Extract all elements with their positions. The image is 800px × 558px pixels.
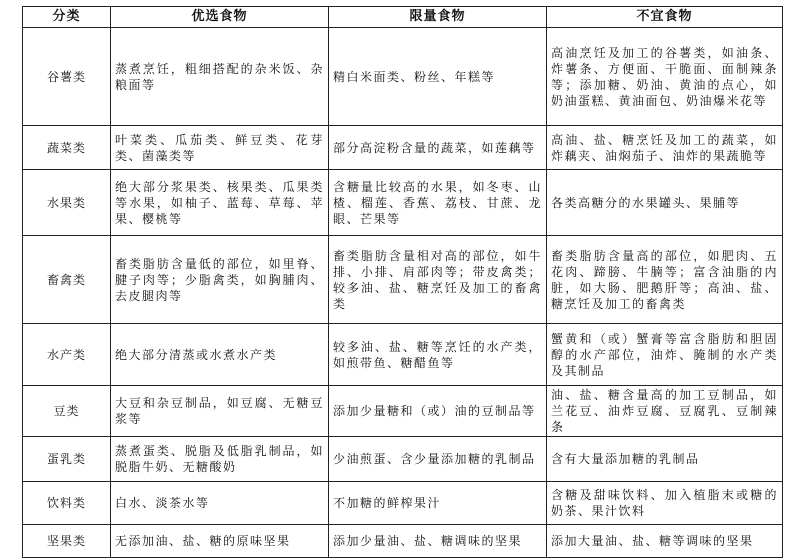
category-cell: 水产类 [23, 324, 111, 386]
table-row [23, 482, 783, 525]
preferred-cell: 绝大部分清蒸或水煮水产类 [111, 324, 329, 386]
category-cell: 坚果类 [23, 525, 111, 558]
avoid-cell: 含糖及甜味饮料、加入植脂末或糖的奶茶、果汁饮料 [547, 482, 783, 525]
table-row [23, 437, 783, 482]
avoid-cell: 畜类脂肪含量高的部位，如肥肉、五花肉、蹄膀、牛腩等；富含油脂的内脏，如大肠、肥鹅肝等；高油、盐、糖烹饪及加工的畜禽类 [547, 236, 783, 324]
food-table-container [22, 6, 782, 558]
limited-cell: 含糖量比较高的水果，如冬枣、山楂、榴莲、香蕉、荔枝、甘蔗、龙眼、芒果等 [329, 170, 547, 236]
avoid-cell: 含有大量添加糖的乳制品 [547, 437, 783, 482]
category-cell: 畜禽类 [23, 236, 111, 324]
header-limited: 限量食物 [329, 7, 547, 28]
preferred-cell: 叶菜类、瓜茄类、鲜豆类、花芽类、菌藻类等 [111, 126, 329, 170]
limited-cell: 少油煎蛋、含少量添加糖的乳制品 [329, 437, 547, 482]
avoid-cell: 蟹黄和（或）蟹膏等富含脂肪和胆固醇的水产部位，油炸、腌制的水产类及其制品 [547, 324, 783, 386]
avoid-cell: 高油烹饪及加工的谷薯类，如油条、炸薯条、方便面、干脆面、面制辣条等；添加糖、奶油、黄油的点心，如奶油蛋糕、黄油面包、奶油爆米花等 [547, 28, 783, 126]
header-preferred: 优选食物 [111, 7, 329, 28]
table-row [23, 170, 783, 236]
category-cell: 水果类 [23, 170, 111, 236]
category-cell: 谷薯类 [23, 28, 111, 126]
limited-cell: 添加少量糖和（或）油的豆制品等 [329, 386, 547, 437]
avoid-cell: 各类高糖分的水果罐头、果脯等 [547, 170, 783, 236]
food-table [22, 6, 783, 558]
category-cell: 蔬菜类 [23, 126, 111, 170]
table-row [23, 324, 783, 386]
limited-cell: 较多油、盐、糖等烹饪的水产类，如煎带鱼、糖醋鱼等 [329, 324, 547, 386]
category-cell: 饮料类 [23, 482, 111, 525]
avoid-cell: 高油、盐、糖烹饪及加工的蔬菜，如炸藕夹、油焖茄子、油炸的果蔬脆等 [547, 126, 783, 170]
preferred-cell: 蒸煮烹饪，粗细搭配的杂米饭、杂粮面等 [111, 28, 329, 126]
table-row [23, 525, 783, 558]
table-row [23, 386, 783, 437]
header-avoid: 不宜食物 [547, 7, 783, 28]
table-row [23, 126, 783, 170]
limited-cell: 添加少量油、盐、糖调味的坚果 [329, 525, 547, 558]
header-row [23, 7, 783, 28]
category-cell: 豆类 [23, 386, 111, 437]
category-cell: 蛋乳类 [23, 437, 111, 482]
table-row [23, 28, 783, 126]
preferred-cell: 蒸煮蛋类、脱脂及低脂乳制品，如脱脂牛奶、无糖酸奶 [111, 437, 329, 482]
preferred-cell: 畜类脂肪含量低的部位，如里脊、腱子肉等；少脂禽类，如胸脯肉、去皮腿肉等 [111, 236, 329, 324]
limited-cell: 不加糖的鲜榨果汁 [329, 482, 547, 525]
limited-cell: 精白米面类、粉丝、年糕等 [329, 28, 547, 126]
limited-cell: 部分高淀粉含量的蔬菜，如莲藕等 [329, 126, 547, 170]
preferred-cell: 无添加油、盐、糖的原味坚果 [111, 525, 329, 558]
avoid-cell: 添加大量油、盐、糖等调味的坚果 [547, 525, 783, 558]
avoid-cell: 油、盐、糖含量高的加工豆制品，如兰花豆、油炸豆腐、豆腐乳、豆制辣条 [547, 386, 783, 437]
preferred-cell: 绝大部分浆果类、核果类、瓜果类等水果，如柚子、蓝莓、草莓、苹果、樱桃等 [111, 170, 329, 236]
header-category: 分类 [23, 7, 111, 28]
preferred-cell: 大豆和杂豆制品，如豆腐、无糖豆浆等 [111, 386, 329, 437]
limited-cell: 畜类脂肪含量相对高的部位，如牛排、小排、肩部肉等；带皮禽类；较多油、盐、糖烹饪及加工的畜禽类 [329, 236, 547, 324]
preferred-cell: 白水、淡茶水等 [111, 482, 329, 525]
table-row [23, 236, 783, 324]
